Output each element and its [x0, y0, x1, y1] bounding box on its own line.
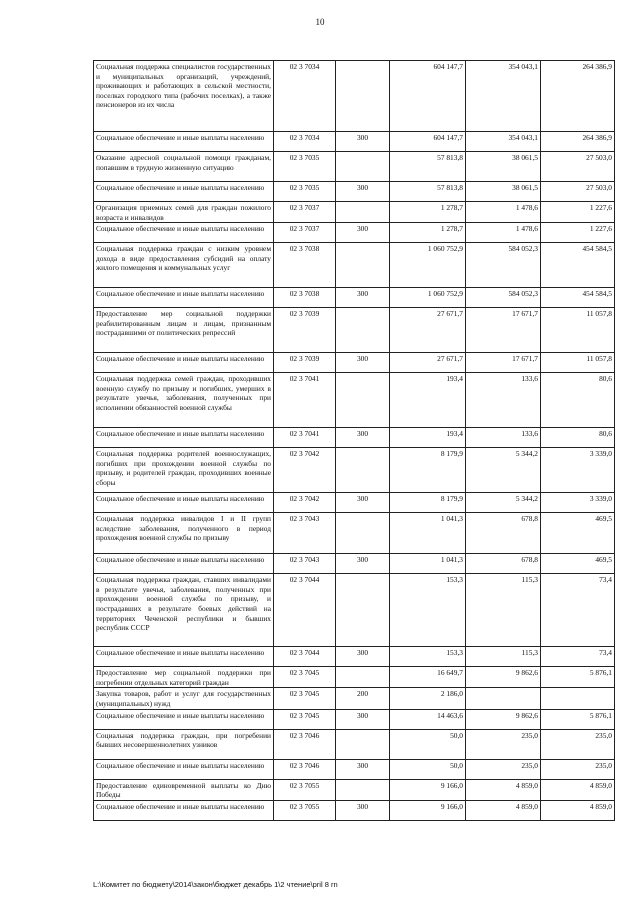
row-value-2017-cell: 264 386,9 — [541, 61, 615, 132]
row-expense-type-cell — [336, 202, 390, 223]
row-expense-type-cell: 300 — [336, 223, 390, 243]
row-name-cell: Социальная поддержка граждан, ставших инвалидами в результате увечья, заболевания, полученных при прохождении военной службы по призыву, и пострадавших в результате боевых действий на территориях Чеченской республики и бывших республик СССР — [94, 574, 274, 647]
row-value-2016-cell — [466, 688, 541, 709]
row-expense-type-cell: 300 — [336, 759, 390, 779]
row-code-cell: 02 3 7044 — [274, 574, 336, 647]
row-value-2017-cell: 5 876,1 — [541, 709, 615, 729]
row-value-2016-cell: 4 859,0 — [466, 779, 541, 800]
row-expense-type-cell — [336, 152, 390, 182]
row-name-cell: Социальная поддержка семей граждан, проходивших военную службу по призыву и погибших, умерших в результате увечья, заболевания, полученных при исполнении обязанностей военной службы — [94, 373, 274, 428]
table-row — [94, 132, 615, 152]
row-expense-type-cell: 300 — [336, 800, 390, 820]
row-value-2017-cell: 27 503,0 — [541, 182, 615, 202]
budget-table-body — [94, 61, 615, 821]
table-row — [94, 288, 615, 308]
row-name-cell: Оказание адресной социальной помощи гражданам, попавшим в трудную жизненную ситуацию — [94, 152, 274, 182]
table-row — [94, 554, 615, 574]
row-expense-type-cell — [336, 513, 390, 554]
row-code-cell: 02 3 7042 — [274, 493, 336, 513]
table-row — [94, 373, 615, 428]
row-code-cell: 02 3 7034 — [274, 132, 336, 152]
row-value-2015-cell: 153,3 — [390, 647, 466, 667]
row-value-2015-cell: 153,3 — [390, 574, 466, 647]
row-value-2016-cell: 9 862,6 — [466, 709, 541, 729]
row-expense-type-cell: 300 — [336, 709, 390, 729]
row-expense-type-cell — [336, 779, 390, 800]
row-value-2015-cell: 57 813,8 — [390, 152, 466, 182]
row-expense-type-cell: 200 — [336, 688, 390, 709]
row-expense-type-cell — [336, 448, 390, 493]
row-name-cell: Предоставление единовременной выплаты ко Дню Победы — [94, 779, 274, 800]
row-value-2017-cell: 80,6 — [541, 373, 615, 428]
table-row — [94, 182, 615, 202]
row-value-2016-cell: 133,6 — [466, 373, 541, 428]
row-code-cell: 02 3 7044 — [274, 647, 336, 667]
table-row — [94, 61, 615, 132]
table-row — [94, 493, 615, 513]
row-value-2015-cell: 1 278,7 — [390, 202, 466, 223]
table-row — [94, 243, 615, 288]
row-value-2017-cell — [541, 688, 615, 709]
row-name-cell: Социальная поддержка граждан, при погребении бывших несовершеннолетних узников — [94, 729, 274, 759]
row-name-cell: Социальное обеспечение и иные выплаты населению — [94, 132, 274, 152]
row-expense-type-cell: 300 — [336, 182, 390, 202]
row-code-cell: 02 3 7045 — [274, 688, 336, 709]
row-value-2015-cell: 193,4 — [390, 428, 466, 448]
row-expense-type-cell — [336, 574, 390, 647]
row-value-2017-cell: 4 859,0 — [541, 800, 615, 820]
row-value-2015-cell: 27 671,7 — [390, 308, 466, 353]
table-row — [94, 759, 615, 779]
row-name-cell: Предоставление мер социальной поддержки при погребении отдельных категорий граждан — [94, 667, 274, 688]
row-code-cell: 02 3 7035 — [274, 152, 336, 182]
row-name-cell: Социальная поддержка родителей военнослужащих, погибших при прохождении военной службы по призыву, и родителей граждан, проходивших военные сборы — [94, 448, 274, 493]
row-value-2015-cell: 1 041,3 — [390, 513, 466, 554]
table-row — [94, 353, 615, 373]
table-row — [94, 308, 615, 353]
row-expense-type-cell: 300 — [336, 647, 390, 667]
row-value-2016-cell: 38 061,5 — [466, 182, 541, 202]
row-value-2016-cell: 115,3 — [466, 647, 541, 667]
row-name-cell: Социальная поддержка граждан с низким уровнем дохода в виде предоставления субсидий на оплату жилого помещения и коммунальных услуг — [94, 243, 274, 288]
row-code-cell: 02 3 7041 — [274, 373, 336, 428]
row-expense-type-cell: 300 — [336, 428, 390, 448]
table-row — [94, 448, 615, 493]
row-value-2015-cell: 1 060 752,9 — [390, 243, 466, 288]
row-value-2015-cell: 50,0 — [390, 759, 466, 779]
row-code-cell: 02 3 7046 — [274, 729, 336, 759]
table-row — [94, 202, 615, 223]
page-number: 10 — [315, 17, 325, 27]
row-value-2015-cell: 57 813,8 — [390, 182, 466, 202]
row-name-cell: Социальное обеспечение и иные выплаты населению — [94, 647, 274, 667]
row-expense-type-cell: 300 — [336, 554, 390, 574]
row-value-2015-cell: 1 278,7 — [390, 223, 466, 243]
row-value-2017-cell: 73,4 — [541, 647, 615, 667]
row-code-cell: 02 3 7038 — [274, 243, 336, 288]
row-value-2016-cell: 1 478,6 — [466, 202, 541, 223]
row-value-2016-cell: 235,0 — [466, 759, 541, 779]
row-value-2016-cell: 17 671,7 — [466, 308, 541, 353]
row-value-2015-cell: 1 041,3 — [390, 554, 466, 574]
table-row — [94, 800, 615, 820]
table-row — [94, 152, 615, 182]
row-value-2016-cell: 9 862,6 — [466, 667, 541, 688]
row-code-cell: 02 3 7043 — [274, 554, 336, 574]
row-value-2015-cell: 604 147,7 — [390, 132, 466, 152]
row-expense-type-cell — [336, 373, 390, 428]
row-code-cell: 02 3 7039 — [274, 308, 336, 353]
row-value-2015-cell: 1 060 752,9 — [390, 288, 466, 308]
row-name-cell: Закупка товаров, работ и услуг для государственных (муниципальных) нужд — [94, 688, 274, 709]
row-value-2017-cell: 469,5 — [541, 513, 615, 554]
row-value-2017-cell: 5 876,1 — [541, 667, 615, 688]
row-code-cell: 02 3 7037 — [274, 223, 336, 243]
row-code-cell: 02 3 7043 — [274, 513, 336, 554]
row-code-cell: 02 3 7045 — [274, 667, 336, 688]
row-value-2015-cell: 16 649,7 — [390, 667, 466, 688]
row-code-cell: 02 3 7037 — [274, 202, 336, 223]
row-code-cell: 02 3 7041 — [274, 428, 336, 448]
row-value-2015-cell: 8 179,9 — [390, 493, 466, 513]
row-value-2016-cell: 17 671,7 — [466, 353, 541, 373]
row-value-2016-cell: 235,0 — [466, 729, 541, 759]
row-code-cell: 02 3 7038 — [274, 288, 336, 308]
row-expense-type-cell — [336, 308, 390, 353]
row-name-cell: Социальное обеспечение и иные выплаты населению — [94, 428, 274, 448]
row-code-cell: 02 3 7055 — [274, 800, 336, 820]
row-code-cell: 02 3 7055 — [274, 779, 336, 800]
row-value-2017-cell: 469,5 — [541, 554, 615, 574]
row-name-cell: Социальное обеспечение и иные выплаты населению — [94, 182, 274, 202]
row-name-cell: Социальное обеспечение и иные выплаты населению — [94, 554, 274, 574]
row-value-2017-cell: 3 339,0 — [541, 448, 615, 493]
row-value-2016-cell: 584 052,3 — [466, 243, 541, 288]
footer-file-path: L:\Комитет по бюджету\2014\закон\бюджет декабрь 1\2 чтение\pril 8 rn — [93, 880, 338, 889]
row-value-2017-cell: 1 227,6 — [541, 202, 615, 223]
row-code-cell: 02 3 7039 — [274, 353, 336, 373]
row-expense-type-cell: 300 — [336, 132, 390, 152]
row-name-cell: Социальное обеспечение и иные выплаты населению — [94, 353, 274, 373]
row-value-2017-cell: 454 584,5 — [541, 243, 615, 288]
row-expense-type-cell: 300 — [336, 493, 390, 513]
row-value-2015-cell: 193,4 — [390, 373, 466, 428]
row-value-2017-cell: 3 339,0 — [541, 493, 615, 513]
row-value-2016-cell: 584 052,3 — [466, 288, 541, 308]
row-value-2017-cell: 264 386,9 — [541, 132, 615, 152]
table-row — [94, 688, 615, 709]
row-value-2017-cell: 80,6 — [541, 428, 615, 448]
table-row — [94, 574, 615, 647]
table-row — [94, 779, 615, 800]
row-name-cell: Социальное обеспечение и иные выплаты населению — [94, 709, 274, 729]
row-expense-type-cell — [336, 61, 390, 132]
row-value-2017-cell: 235,0 — [541, 729, 615, 759]
table-row — [94, 223, 615, 243]
row-value-2016-cell: 354 043,1 — [466, 61, 541, 132]
row-value-2017-cell: 454 584,5 — [541, 288, 615, 308]
row-code-cell: 02 3 7035 — [274, 182, 336, 202]
row-name-cell: Социальная поддержка инвалидов I и II групп вследствие заболевания, полученного в период прохождения военной службы по призыву — [94, 513, 274, 554]
row-value-2017-cell: 1 227,6 — [541, 223, 615, 243]
row-value-2017-cell: 11 057,8 — [541, 308, 615, 353]
row-value-2016-cell: 678,8 — [466, 513, 541, 554]
row-value-2015-cell: 14 463,6 — [390, 709, 466, 729]
row-expense-type-cell — [336, 729, 390, 759]
row-value-2016-cell: 5 344,2 — [466, 448, 541, 493]
row-value-2015-cell: 50,0 — [390, 729, 466, 759]
row-value-2016-cell: 115,3 — [466, 574, 541, 647]
row-value-2017-cell: 11 057,8 — [541, 353, 615, 373]
row-name-cell: Социальное обеспечение и иные выплаты населению — [94, 223, 274, 243]
row-value-2016-cell: 5 344,2 — [466, 493, 541, 513]
row-code-cell: 02 3 7045 — [274, 709, 336, 729]
row-value-2016-cell: 38 061,5 — [466, 152, 541, 182]
row-value-2015-cell: 8 179,9 — [390, 448, 466, 493]
row-value-2016-cell: 1 478,6 — [466, 223, 541, 243]
row-value-2015-cell: 604 147,7 — [390, 61, 466, 132]
table-row — [94, 647, 615, 667]
table-row — [94, 729, 615, 759]
row-name-cell: Организация приемных семей для граждан пожилого возраста и инвалидов — [94, 202, 274, 223]
row-code-cell: 02 3 7034 — [274, 61, 336, 132]
row-value-2015-cell: 9 166,0 — [390, 779, 466, 800]
table-row — [94, 667, 615, 688]
row-value-2015-cell: 2 186,0 — [390, 688, 466, 709]
row-value-2015-cell: 27 671,7 — [390, 353, 466, 373]
row-value-2017-cell: 4 859,0 — [541, 779, 615, 800]
row-name-cell: Социальная поддержка специалистов государственных и муниципальных организаций, учреждений, проживающих и работающих в сельской местности, поселках городского типа (рабочих поселках), а также пенсионеров из их числа — [94, 61, 274, 132]
table-row — [94, 709, 615, 729]
row-code-cell: 02 3 7042 — [274, 448, 336, 493]
row-value-2016-cell: 4 859,0 — [466, 800, 541, 820]
row-value-2016-cell: 678,8 — [466, 554, 541, 574]
row-expense-type-cell: 300 — [336, 353, 390, 373]
row-name-cell: Предоставление мер социальной поддержки реабилитированным лицам и лицам, признанным пострадавшими от политических репрессий — [94, 308, 274, 353]
row-value-2016-cell: 133,6 — [466, 428, 541, 448]
row-value-2017-cell: 27 503,0 — [541, 152, 615, 182]
row-expense-type-cell: 300 — [336, 288, 390, 308]
row-value-2015-cell: 9 166,0 — [390, 800, 466, 820]
row-value-2016-cell: 354 043,1 — [466, 132, 541, 152]
row-name-cell: Социальное обеспечение и иные выплаты населению — [94, 493, 274, 513]
table-row — [94, 513, 615, 554]
row-name-cell: Социальное обеспечение и иные выплаты населению — [94, 288, 274, 308]
row-expense-type-cell — [336, 243, 390, 288]
row-value-2017-cell: 235,0 — [541, 759, 615, 779]
row-name-cell: Социальное обеспечение и иные выплаты населению — [94, 759, 274, 779]
row-expense-type-cell — [336, 667, 390, 688]
row-code-cell: 02 3 7046 — [274, 759, 336, 779]
budget-table — [93, 60, 615, 821]
table-row — [94, 428, 615, 448]
row-value-2017-cell: 73,4 — [541, 574, 615, 647]
row-name-cell: Социальное обеспечение и иные выплаты населению — [94, 800, 274, 820]
